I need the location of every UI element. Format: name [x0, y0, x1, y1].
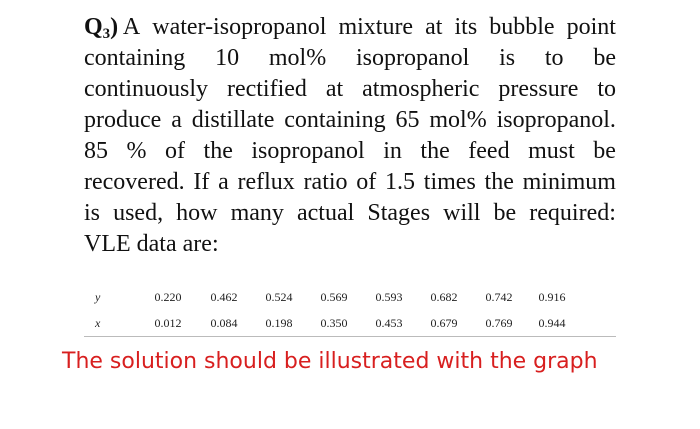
question-word: produce — [84, 107, 162, 133]
vle-data-table — [84, 286, 624, 338]
question-word: containing — [284, 107, 386, 133]
question-word: $Q_3$) A — [84, 14, 141, 42]
question-word: isopropanol — [355, 45, 470, 71]
question-word: a — [218, 169, 229, 195]
question-label: $Q_3$) — [84, 14, 119, 42]
question-word: many — [230, 200, 284, 226]
vle-x-label: x — [95, 316, 101, 330]
question-word: % — [126, 138, 147, 164]
vle-x-value: 0.350 — [320, 316, 348, 330]
vle-y-value: 0.220 — [154, 290, 182, 304]
vle-x-value: 0.012 — [154, 316, 182, 330]
question-text — [84, 12, 616, 260]
question-word: bubble — [489, 14, 555, 40]
question-word: isopropanol. — [496, 107, 616, 133]
vle-row-y — [84, 286, 624, 312]
question-word: containing — [84, 45, 186, 71]
vle-y-value: 0.462 — [210, 290, 238, 304]
question-word: to — [544, 45, 564, 71]
vle-row-x — [84, 312, 624, 338]
question-word: to — [597, 76, 616, 102]
vle-y-value: 0.916 — [538, 290, 566, 304]
question-word: If — [193, 169, 210, 195]
vle-x-value: 0.679 — [430, 316, 458, 330]
question-line — [84, 198, 616, 229]
question-word: Stages — [367, 200, 431, 226]
question-word: mol% — [429, 107, 487, 133]
question-word: ratio — [303, 169, 348, 195]
vle-y-value: 0.524 — [265, 290, 293, 304]
vle-x-value: 0.944 — [538, 316, 566, 330]
question-word: the — [484, 169, 514, 195]
question-word: at — [325, 76, 344, 102]
question-word: be — [593, 138, 616, 164]
question-word: be — [593, 45, 616, 71]
question-word: point — [566, 14, 616, 40]
question-word: times — [423, 169, 476, 195]
question-word: the — [203, 138, 233, 164]
vle-y-value: 0.569 — [320, 290, 348, 304]
question-word: the — [420, 138, 450, 164]
question-word: 10 — [215, 45, 240, 71]
question-word: is — [84, 200, 101, 226]
question-line — [84, 136, 616, 167]
question-word: rectified — [226, 76, 307, 102]
question-word: must — [528, 138, 575, 164]
question-line — [84, 229, 616, 260]
vle-y-value: 0.742 — [485, 290, 513, 304]
question-line — [84, 167, 616, 198]
question-word: water-isopropanol — [152, 14, 327, 40]
question-word: 85 — [84, 138, 108, 164]
table-rule — [84, 336, 616, 337]
question-line — [84, 74, 616, 105]
question-line — [84, 105, 616, 136]
question-word: its — [454, 14, 478, 40]
question-word: VLE — [84, 231, 131, 257]
question-word: actual — [297, 200, 355, 226]
vle-y-value: 0.682 — [430, 290, 458, 304]
vle-x-value: 0.769 — [485, 316, 513, 330]
question-word: be — [493, 200, 517, 226]
question-word: minimum — [522, 169, 616, 195]
vle-x-value: 0.084 — [210, 316, 238, 330]
question-word: at — [425, 14, 443, 40]
question-word: isopropanol — [251, 138, 365, 164]
question-word: distillate — [191, 107, 275, 133]
question-word: in — [383, 138, 402, 164]
question-word: is — [499, 45, 516, 71]
question-word: mol% — [268, 45, 327, 71]
question-line — [84, 43, 616, 74]
vle-x-value: 0.453 — [375, 316, 403, 330]
question-word: atmospheric — [362, 76, 480, 102]
instruction-note: The solution should be illustrated with the graph — [62, 349, 598, 374]
question-word: required: — [529, 200, 616, 226]
vle-x-value: 0.198 — [265, 316, 293, 330]
question-word: used, — [113, 200, 164, 226]
question-word: of — [356, 169, 377, 195]
vle-y-label: y — [95, 290, 101, 304]
vle-y-value: 0.593 — [375, 290, 403, 304]
question-word: recovered. — [84, 169, 185, 195]
question-word: data — [136, 231, 177, 257]
question-word: a — [171, 107, 182, 133]
question-word: are: — [182, 231, 219, 257]
question-word: 1.5 — [385, 169, 416, 195]
question-word: how — [176, 200, 218, 226]
question-word: of — [165, 138, 186, 164]
question-word: 65 — [395, 107, 420, 133]
question-line — [84, 12, 616, 43]
question-word: continuously — [84, 76, 208, 102]
question-word: pressure — [498, 76, 579, 102]
question-word: will — [443, 200, 481, 226]
question-word: mixture — [338, 14, 414, 40]
question-word: reflux — [237, 169, 295, 195]
question-word: feed — [468, 138, 510, 164]
